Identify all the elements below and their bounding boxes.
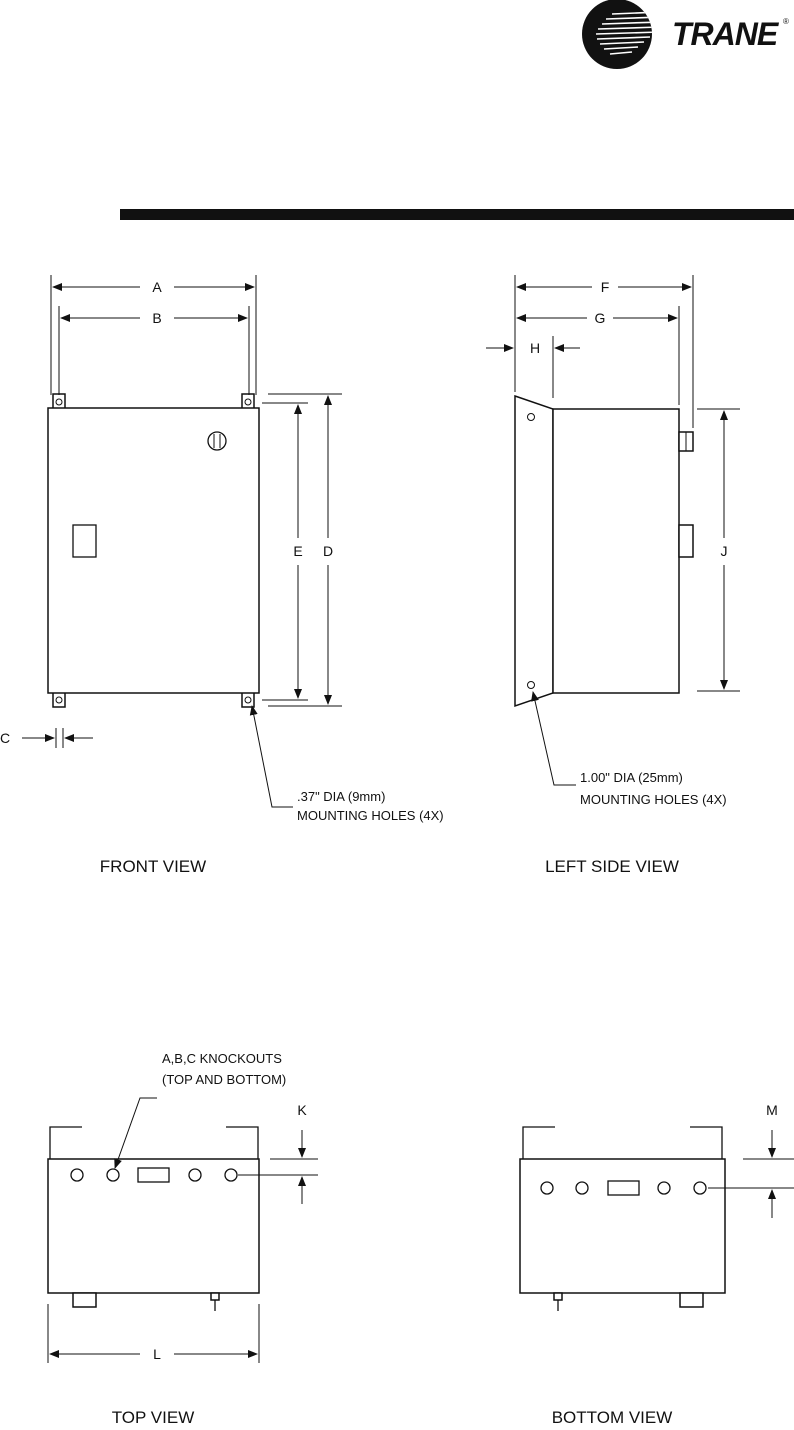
flange-outline: [226, 1127, 258, 1160]
dim-label-k: K: [297, 1102, 307, 1118]
hinge: [679, 525, 693, 557]
enclosure-side: [553, 409, 679, 693]
dim-label-l: L: [153, 1346, 161, 1362]
latch: [211, 1293, 219, 1311]
view-title-bottom: BOTTOM VIEW: [551, 1408, 673, 1425]
dim-label-h: H: [529, 340, 541, 356]
hole-note-line2: MOUNTING HOLES (4X): [297, 808, 444, 823]
flange-outline: [690, 1127, 722, 1160]
mounting-tab: [53, 394, 65, 409]
logo-trademark: ®: [783, 17, 789, 26]
top-view: [48, 1051, 318, 1425]
dim-label-e: E: [293, 543, 303, 559]
knockout-note-line2: (TOP AND BOTTOM): [162, 1072, 287, 1087]
dim-label-f: F: [600, 279, 610, 295]
view-title-front: FRONT VIEW: [99, 857, 207, 876]
hole-note-line1: 1.00" DIA (25mm): [580, 770, 683, 785]
trane-logo: [582, 0, 789, 69]
enclosure-bottom: [520, 1159, 725, 1293]
latch: [554, 1293, 562, 1311]
flange-outline: [50, 1127, 82, 1160]
dim-label-c: C: [0, 730, 11, 746]
note-leader: [252, 706, 293, 807]
trane-globe-logo-icon: [582, 0, 660, 69]
dim-label-d: D: [322, 543, 334, 559]
hinge: [73, 1293, 96, 1307]
mounting-tab: [53, 692, 65, 707]
note-leader: [115, 1098, 157, 1168]
hole-note-line2: MOUNTING HOLES (4X): [580, 792, 727, 807]
dim-label-g: G: [594, 310, 606, 326]
mounting-flange: [515, 396, 553, 706]
enclosure-body: [48, 408, 259, 693]
header-rule: [120, 209, 794, 220]
front-view: [0, 275, 444, 876]
flange-outline: [523, 1127, 555, 1160]
dim-label-a: A: [152, 279, 162, 295]
mounting-tab: [242, 394, 254, 409]
dim-label-m: M: [766, 1102, 778, 1118]
hole-note-line1: .37" DIA (9mm): [297, 789, 386, 804]
dim-label-b: B: [152, 310, 162, 326]
hinge: [680, 1293, 703, 1307]
left-side-view: [486, 275, 740, 876]
bottom-view: [520, 1102, 794, 1425]
logo-wordmark: TRANE: [672, 16, 778, 52]
view-title-top: TOP VIEW: [111, 1408, 195, 1425]
note-leader: [533, 692, 576, 785]
mounting-tab: [242, 692, 254, 707]
knockout-note-line1: A,B,C KNOCKOUTS: [162, 1051, 282, 1066]
view-title-left-side: LEFT SIDE VIEW: [545, 857, 679, 876]
dim-label-j: J: [720, 543, 728, 559]
